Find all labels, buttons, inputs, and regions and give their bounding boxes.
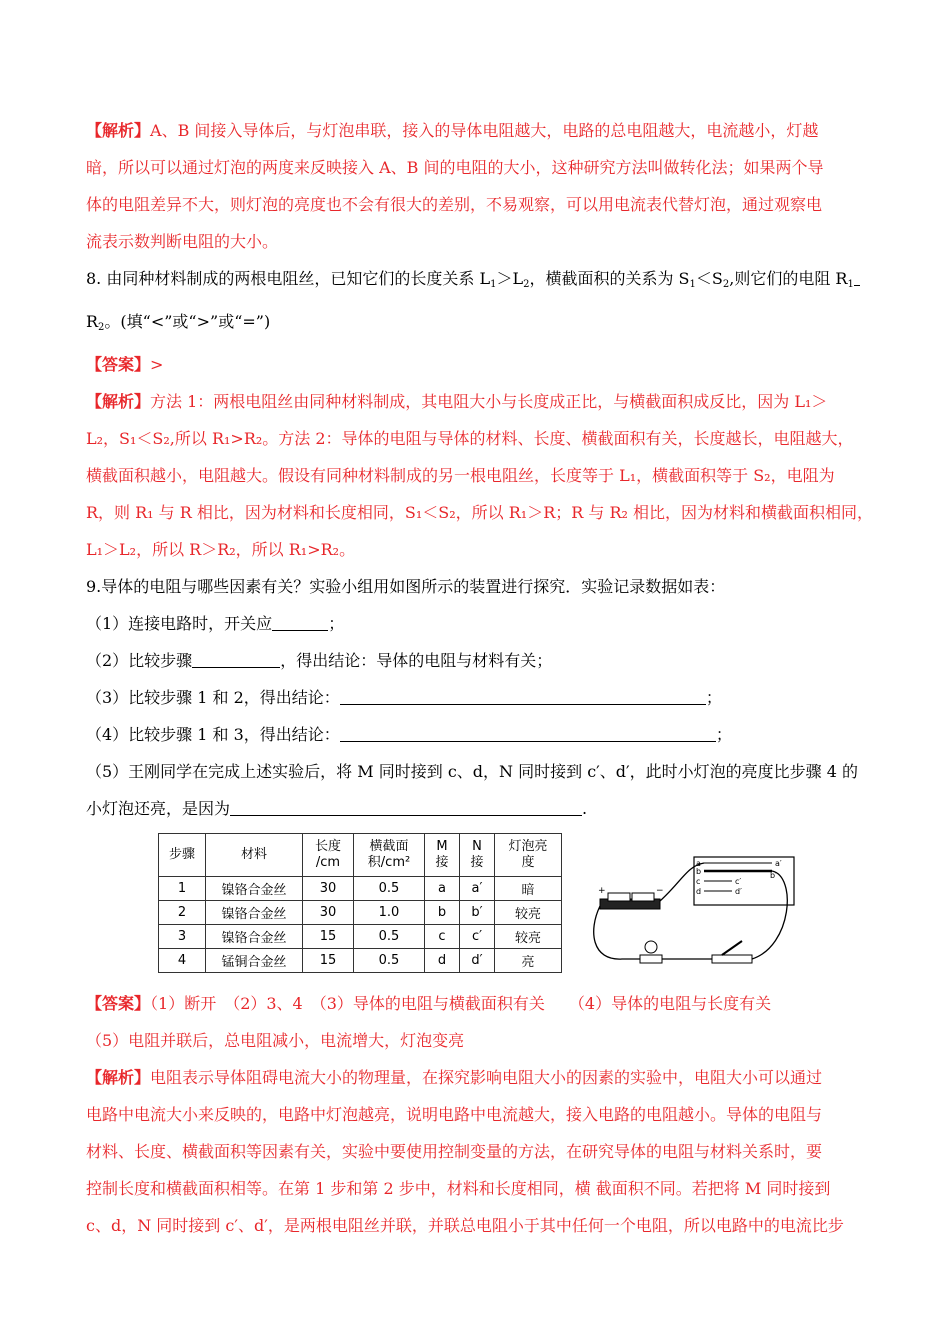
table-cell: c′ [460,925,495,949]
table-cell: 1 [159,877,206,901]
table-cell: c [425,925,460,949]
table-row [159,925,562,949]
svg-text:+: + [598,886,606,896]
svg-text:a: a [696,859,701,868]
switch-base [712,955,752,963]
circuit-diagram [592,851,802,971]
table-cell: 3 [159,925,206,949]
analysis-line: 【解析】电阻表示导体阻碍电流大小的物理量，在探究影响电阻大小的因素的实验中，电阻大小可以通过 [86,1068,823,1087]
table-cell: b [425,901,460,925]
question-9-part-5-cont: 小灯泡还亮，是因为 . [86,799,588,818]
svg-text:b′: b′ [770,871,777,880]
switch-icon [722,941,742,955]
table-cell: a [425,877,460,901]
svg-text:−: − [656,886,664,896]
question-8-stem: 8. 由同种材料制成的两根电阻丝，已知它们的长度关系 $L_1>L_2$，横截面积的关系为 $S_1<S_2$,则它们的电阻 $R_1$ [86,260,866,303]
table-cell: 较亮 [495,925,562,949]
analysis-line: 流表示数判断电阻的大小。 [86,232,279,251]
document-page [86,112,874,1244]
question-9-part-1: （1）连接电路时，开关应 ； [86,614,345,633]
answer-tag: 【答案】 [86,355,151,374]
analysis-line: 材料、长度、横截面积等因素有关，实验中要使用控制变量的方法，在研究导体的电阻与材料关系时，要 [86,1142,823,1161]
table-row [159,877,562,901]
battery-icon [608,893,630,901]
analysis-tag: 【解析】 [86,392,151,411]
question-9-part-5: （5）王刚同学在完成上述实验后，将 M 同时接到 c、d，N 同时接到 c′、d′，此时小灯泡的亮度比步骤 4 的 [86,762,859,781]
svg-text:d′: d′ [735,887,742,896]
analysis-tag: 【解析】 [86,121,151,140]
data-table [158,833,562,973]
analysis-line: 【解析】方法 1：两根电阻丝由同种材料制成，其电阻大小与长度成正比，与横截面积成反比，因为 L₁＞ [86,392,828,411]
answer-line: 【答案】> [86,355,164,374]
analysis-line: 电路中电流大小来反映的，电路中灯泡越亮，说明电路中电流越大，接入电路的电阻越小。导体的电阻与 [86,1105,823,1124]
analysis-line: 控制长度和横截面积相等。在第 1 步和第 2 步中，材料和长度相同，横 截面积不同。若把将 M 同时接到 [86,1179,831,1198]
answer-blank[interactable] [340,725,716,742]
analysis-line: R，则 R₁ 与 R 相比，因为材料和长度相同，S₁＜S₂，所以 R₁＞R；R 与 R₂ 相比，因为材料和横截面积相同， [86,503,874,522]
table-header: 灯泡亮 度 [495,834,562,877]
answer-blank[interactable] [340,688,706,705]
table-header: 材料 [206,834,303,877]
bulb-base [640,955,662,963]
analysis-line: 暗，所以可以通过灯泡的两度来反映接入 A、B 间的电阻的大小，这种研究方法叫做转化法；如果两个导 [86,158,824,177]
svg-text:c′: c′ [735,877,742,886]
analysis-line: 体的电阻差异不大，则灯泡的亮度也不会有很大的差别，不易观察，可以用电流表代替灯泡，通过观察电 [86,195,823,214]
table-cell: 1.0 [354,901,425,925]
table-cell: 4 [159,949,206,973]
table-cell: 镍铬合金丝 [206,901,303,925]
table-cell: 镍铬合金丝 [206,925,303,949]
svg-text:d: d [696,887,702,896]
table-cell: 暗 [495,877,562,901]
question-8-stem-cont: $R_2$。(填“<”或“>”或“=”) [86,312,271,333]
svg-text:a′: a′ [775,859,782,868]
table-cell: d′ [460,949,495,973]
table-cell: 15 [303,925,354,949]
table-cell: 0.5 [354,925,425,949]
analysis-line: c、d，N 同时接到 c′、d′，是两根电阻丝并联，并联总电阻小于其中任何一个电阻，所以电路中的电流比步 [86,1216,844,1235]
table-header: 长度 /cm [303,834,354,877]
table-cell: 2 [159,901,206,925]
analysis-line: L₁＞L₂，所以 R＞R₂，所以 R₁>R₂。 [86,540,356,559]
question-9-stem: 9.导体的电阻与哪些因素有关？实验小组用如图所示的装置进行探究．实验记录数据如表： [86,577,726,596]
answer-blank[interactable] [230,799,582,816]
table-cell: b′ [460,901,495,925]
analysis-line: L₂，S₁＜S₂,所以 R₁>R₂。方法 2：导体的电阻与导体的材料、长度、横截面积有关，长度越长，电阻越大， [86,429,854,448]
table-cell: 镍铬合金丝 [206,877,303,901]
svg-text:c: c [696,877,701,886]
answer-blank[interactable] [854,269,860,286]
table-header: 横截面 积/cm² [354,834,425,877]
table-header-row [159,834,562,877]
table-cell: 15 [303,949,354,973]
table-cell: 锰铜合金丝 [206,949,303,973]
table-cell: 亮 [495,949,562,973]
answer-blank[interactable] [192,651,280,668]
table-cell: 0.5 [354,877,425,901]
table-cell: 30 [303,901,354,925]
figure-row [86,833,866,981]
analysis-line: 【解析】A、B 间接入导体后，与灯泡串联，接入的导体电阻越大，电路的总电阻越大，电流越小，灯越 [86,121,819,140]
question-9-part-4: （4）比较步骤 1 和 3，得出结论： ； [86,725,732,744]
table-cell: 30 [303,877,354,901]
question-9-part-3: （3）比较步骤 1 和 2，得出结论： ； [86,688,722,707]
analysis-tag: 【解析】 [86,1068,151,1087]
table-row [159,901,562,925]
table-header: M 接 [425,834,460,877]
wire-lead [594,906,642,959]
table-row [159,949,562,973]
analysis-line: 横截面积越小，电阻越大。假设有同种材料制成的另一根电阻丝，长度等于 L₁，横截面积等于 S₂，电阻为 [86,466,835,485]
table-header: 步骤 [159,834,206,877]
bulb-icon [645,941,657,953]
svg-text:b: b [696,867,702,876]
table-cell: 0.5 [354,949,425,973]
answer-line: 【答案】（1）断开 （2）3、4 （3）导体的电阻与横截面积有关 （4）导体的电阻与长度有关 [86,994,772,1013]
answer-tag: 【答案】 [86,994,151,1013]
battery-icon [632,893,654,901]
answer-blank[interactable] [272,614,328,631]
table-cell: 较亮 [495,901,562,925]
table-cell: a′ [460,877,495,901]
table-header: N 接 [460,834,495,877]
answer-line: （5）电阻并联后，总电阻减小，电流增大，灯泡变亮 [86,1031,465,1050]
table-cell: d [425,949,460,973]
question-9-part-2: （2）比较步骤 ，得出结论：导体的电阻与材料有关； [86,651,553,670]
